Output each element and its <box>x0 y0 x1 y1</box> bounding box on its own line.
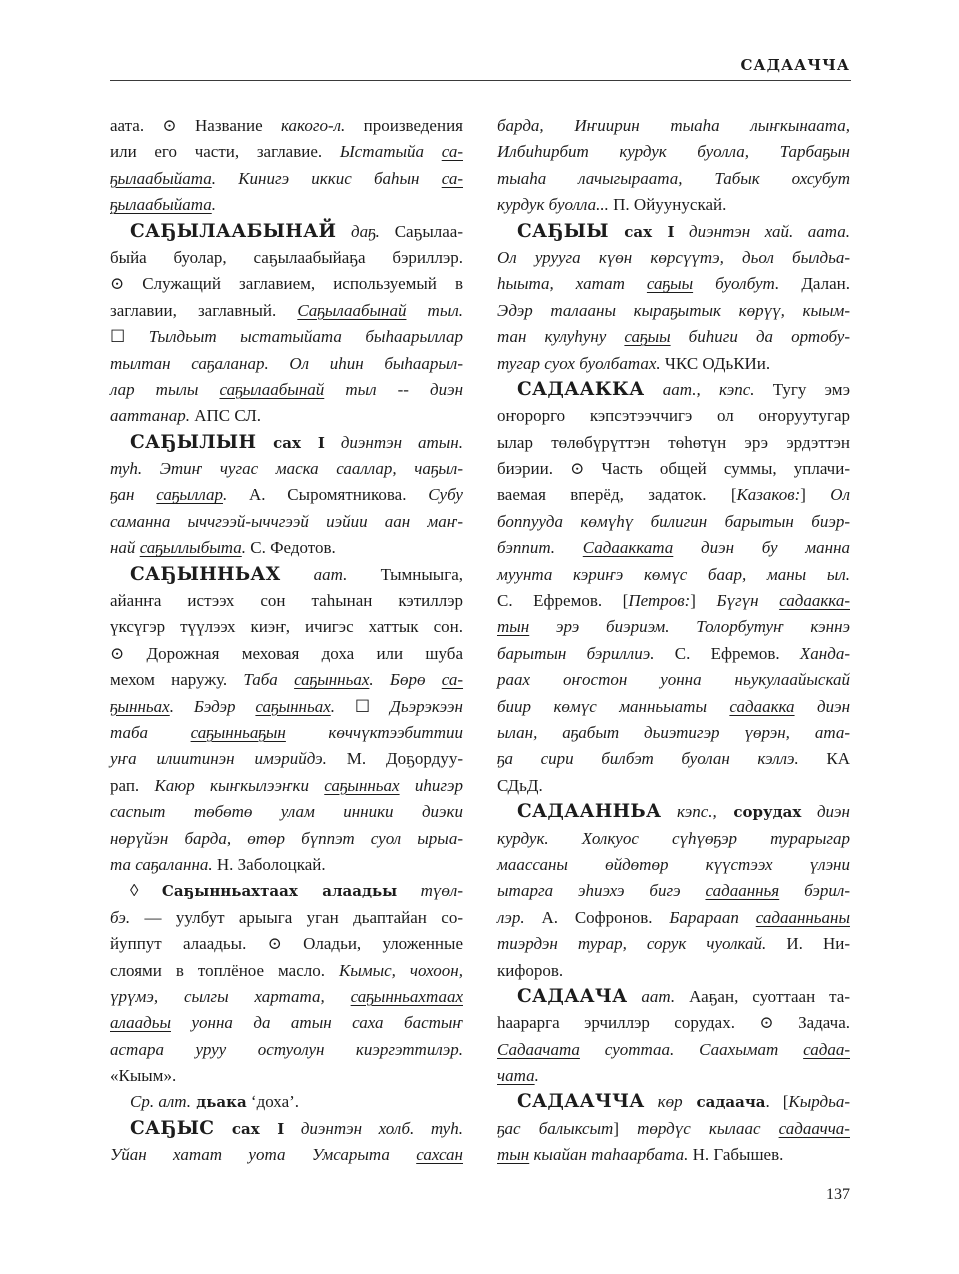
text-run: . <box>211 195 216 215</box>
text-line <box>110 852 463 878</box>
text-run: . <box>330 696 335 716</box>
text-run: — уулбут арыыга уган дьаптайан со- <box>130 907 463 927</box>
text-run: бэ. <box>110 907 131 927</box>
text-run: тын <box>497 617 530 637</box>
text-run: ☐ <box>110 327 149 347</box>
text-line <box>110 958 463 984</box>
text-run: Садаакката <box>582 538 674 558</box>
text-run: оҥорорго кэпсэтээччигэ ол оҥоруутугар <box>497 406 850 426</box>
text-run: уҥа илиитинэн имэрийдэ. <box>110 749 327 769</box>
text-line <box>497 826 850 852</box>
text-run: СДьД. <box>497 775 543 795</box>
text-run: саҕыы <box>624 327 671 347</box>
text-run: садаанньаны <box>755 907 850 927</box>
text-line <box>497 403 850 429</box>
text-run: сах I <box>214 1119 285 1138</box>
text-line <box>110 1142 463 1168</box>
text-run: иһигэр <box>399 775 464 795</box>
text-run: диэн <box>794 696 850 716</box>
text-run: Саҕылаабынай <box>297 300 407 320</box>
text-run: саҕыллыбыта <box>139 538 242 558</box>
text-run: П. Ойуунускай. <box>608 195 727 215</box>
text-run: Дьэрэкээн <box>390 696 463 716</box>
headword: САҔЫС <box>130 1117 215 1139</box>
text-run: заглавии, заглавный. <box>110 300 298 320</box>
text-run: саҕыы <box>646 274 694 294</box>
text-run: произведения <box>345 116 463 135</box>
text-run: какого-л. <box>280 116 346 135</box>
text-line <box>497 245 850 271</box>
text-run: Субу <box>428 485 463 505</box>
text-run: чата <box>497 1066 535 1086</box>
text-run: Ол урууга күөн көрсүүтэ, дьол былдьа- <box>497 247 850 267</box>
text-line <box>110 905 463 931</box>
text-line <box>110 139 463 165</box>
text-line <box>110 403 463 429</box>
text-run: аат., кэпс. <box>644 379 755 399</box>
text-run: Н. Габышев. <box>688 1145 784 1165</box>
text-run: ] <box>800 485 831 505</box>
text-line <box>110 377 463 403</box>
text-line <box>110 430 463 456</box>
text-line <box>110 588 463 614</box>
text-line <box>110 113 463 139</box>
text-run: садаачча- <box>778 1118 850 1138</box>
text-line <box>110 245 463 271</box>
text-run: ҕа сири билбэт буолан кэллэ. <box>497 749 799 769</box>
text-run: Тылдьыт ыстатыйата быһаарыллар <box>148 327 463 347</box>
text-line <box>110 324 463 350</box>
text-run: тын <box>497 1145 530 1165</box>
text-line <box>497 746 850 772</box>
text-line <box>497 482 850 508</box>
text-line <box>497 641 850 667</box>
text-run: диэнтэн хай. аата. <box>674 221 850 241</box>
text-run: үксүгэр түүлээх киэҥ, ичигэс хаттык сон. <box>110 617 463 637</box>
text-line <box>497 958 850 984</box>
text-run: ытарга эһиэхэ бигэ <box>497 881 706 901</box>
text-line <box>497 852 850 878</box>
text-line <box>110 931 463 957</box>
text-run: Ол <box>830 485 850 505</box>
text-line <box>497 324 850 350</box>
text-line <box>497 562 850 588</box>
text-line <box>497 139 850 165</box>
text-run: лэр. <box>497 907 525 927</box>
text-run: төрдүс кылаас <box>637 1118 779 1138</box>
text-run: . [ <box>765 1092 789 1112</box>
text-line <box>110 1089 463 1115</box>
text-run: ЧКС ОДьКИи. <box>660 353 771 373</box>
text-run: Тымныыга, <box>347 564 463 584</box>
text-run: С. Ефремов. <box>654 643 800 663</box>
text-line <box>110 878 463 904</box>
text-run: таба <box>110 722 191 742</box>
text-run: диэнтэн холб. туһ. <box>284 1118 463 1138</box>
text-line <box>497 984 850 1010</box>
text-run: раах оҥостон уонна ньукулаайыскай <box>497 670 850 690</box>
text-line <box>110 1037 463 1063</box>
text-line <box>497 219 850 245</box>
text-run: лар тылы <box>110 379 220 399</box>
text-line <box>497 1010 850 1036</box>
text-line <box>497 1063 850 1089</box>
text-run: тылтан саҕаланар. Ол иһин быһаарыл- <box>110 353 463 373</box>
column-left <box>110 113 463 1169</box>
text-run: түөл- <box>397 881 464 901</box>
text-run: Н. Заболоцкай. <box>212 854 326 874</box>
text-run: саҕылаабынай <box>219 379 325 399</box>
text-run: биир көмүс манньыаты <box>497 696 730 716</box>
text-run: садаакка- <box>779 591 850 611</box>
text-run: ] <box>613 1118 638 1138</box>
text-line <box>110 192 463 218</box>
text-line <box>497 1116 850 1142</box>
text-run: Каюр кыҥкылээҥки <box>154 775 325 795</box>
text-run: Тугу эмэ <box>754 379 850 399</box>
text-run: бэрил- <box>779 881 850 901</box>
text-line <box>497 931 850 957</box>
text-line <box>497 113 850 139</box>
text-line <box>497 298 850 324</box>
headword: САҔЫЛААБЫНАЙ <box>130 220 337 242</box>
text-run: йуппут алаадьы. ⊙ Оладьи, уложенные <box>110 934 463 954</box>
text-run: быйа буолар, саҕылаабыйаҕа бэриллэр. <box>110 247 463 267</box>
text-run: ‘доха’. <box>246 1092 300 1112</box>
text-run: . <box>222 485 228 505</box>
text-run: астара уруу остуолун киэргэттилэр. <box>110 1039 463 1059</box>
text-run: суоттаа. Саахымат <box>579 1039 804 1059</box>
text-run: тыл -- диэн <box>324 379 463 399</box>
text-run: Барараап <box>669 907 756 927</box>
text-line <box>110 984 463 1010</box>
text-run: ⊙ Дорожная меховая доха или шуба <box>110 643 463 663</box>
text-run: АПС СЛ. <box>189 406 262 426</box>
headword: САҔЫЫ <box>517 220 609 242</box>
text-line <box>497 773 850 799</box>
text-run: Саҕынньахтаах алаадьы <box>161 882 398 901</box>
text-run: аат. <box>280 564 348 584</box>
text-run: Саҕылаа- <box>379 221 463 241</box>
text-run: А. Софронов. <box>524 907 670 927</box>
text-run: саҕыллар <box>156 485 223 505</box>
text-run: Кымыс, чохоон, <box>338 960 463 980</box>
headword: САҔЫННЬАХ <box>130 563 281 585</box>
text-run: ◊ <box>130 881 162 901</box>
text-run: айанҥа истээх сон таһынан кэтиллэр <box>110 591 463 611</box>
text-line <box>497 905 850 931</box>
text-run: кифоров. <box>497 960 564 980</box>
text-run: ылан, аҕабыт дьиэтигэр үөрэн, ата- <box>497 722 850 742</box>
text-run: С. Федотов. <box>246 538 336 558</box>
text-run: мехом наружу. <box>110 670 244 690</box>
text-run: Казаков: <box>736 485 801 505</box>
text-run: диэнтэн атын. <box>324 432 463 452</box>
text-run: ҕынньах <box>110 696 170 716</box>
text-run: аат. <box>627 986 676 1006</box>
text-run: или его части, заглавие. <box>110 142 340 162</box>
text-run: са- <box>441 168 463 188</box>
text-line <box>110 298 463 324</box>
text-run: сорудах <box>716 803 802 822</box>
text-run: сах I <box>608 222 675 241</box>
text-run: Бүгүн <box>716 591 780 611</box>
text-run: слоями в топлёное масло. <box>110 960 339 980</box>
text-line <box>110 826 463 852</box>
text-line <box>110 799 463 825</box>
text-run: саҕынньах <box>324 775 400 795</box>
text-run: . <box>534 1066 539 1086</box>
text-run: биһиги да ортобу- <box>670 327 850 347</box>
text-run: Ханда- <box>799 643 850 663</box>
text-run: най <box>110 538 140 558</box>
text-line <box>497 1142 850 1168</box>
text-run: аата. ⊙ Название <box>110 116 281 135</box>
text-run: эрэ биэриэм. Толорбутуҥ кэннэ <box>529 617 850 637</box>
text-run: тыл. <box>406 300 463 320</box>
headword: САДААННЬА <box>517 801 662 823</box>
text-run: А. Сыромятникова. <box>227 485 429 505</box>
text-run: сахсан <box>416 1145 463 1165</box>
text-line <box>110 562 463 588</box>
text-run: . <box>241 538 246 558</box>
text-run: кэпс., <box>661 802 717 822</box>
text-run: нөрүйэн барда, өтөр бүппэт суол ырыа- <box>110 828 463 848</box>
text-run: курдук. Холкуос сүһүөҕэр турарыгар <box>497 828 850 848</box>
text-run: саҕынньаҕын <box>190 722 286 742</box>
text-run: сах I <box>256 433 325 452</box>
text-line <box>497 377 850 403</box>
text-run: ҕан <box>110 485 157 505</box>
text-run: саҕынньах <box>255 696 331 716</box>
text-line <box>497 351 850 377</box>
text-run: Кырдьа- <box>788 1092 850 1112</box>
text-run: та саҕаланна. <box>110 854 213 874</box>
text-line <box>110 1116 463 1142</box>
text-run: Петров: <box>628 591 691 611</box>
text-line <box>110 351 463 377</box>
text-run: ылар төлөбүрүттэн төһөтүн эрэ эрдэттэн <box>497 432 850 452</box>
text-run: буолбут. <box>693 274 780 294</box>
text-run: Илбиһирбит курдук буолла, Тарбаҕын <box>497 142 850 162</box>
text-line <box>110 773 463 799</box>
text-line <box>110 535 463 561</box>
text-run: садаа- <box>803 1039 850 1059</box>
headword: САДААЧА <box>517 985 628 1007</box>
text-line <box>110 166 463 192</box>
text-run: бэппит. <box>497 538 583 558</box>
page-number: 137 <box>826 1186 850 1203</box>
text-line <box>497 614 850 640</box>
text-line <box>110 509 463 535</box>
text-line <box>110 1010 463 1036</box>
text-line <box>497 535 850 561</box>
text-run: дьака <box>191 1093 247 1112</box>
text-run: диэн <box>801 802 850 822</box>
text-run: көр <box>644 1092 683 1112</box>
text-line <box>497 192 850 218</box>
text-run: маассаны өйдөтөр күүстээх үлэни <box>497 854 850 874</box>
text-line <box>110 746 463 772</box>
text-run: уонна да атын саха бастыҥ <box>170 1013 463 1033</box>
text-run: һыыта, хатат <box>497 274 647 294</box>
running-head: САДААЧЧА <box>740 56 850 74</box>
text-line <box>497 667 850 693</box>
column-right <box>497 113 850 1169</box>
text-line <box>497 430 850 456</box>
text-run: Ыстатыйа <box>339 142 442 162</box>
text-line <box>497 1089 850 1115</box>
text-run: са- <box>441 142 463 162</box>
text-run: рап. <box>110 775 155 795</box>
text-run: садаакка <box>729 696 795 716</box>
text-line <box>497 720 850 746</box>
text-run: ваемая вперёд, задаток. [ <box>497 485 737 505</box>
text-run: ааттанар. <box>110 406 190 426</box>
text-run: «Кыым». <box>110 1066 177 1086</box>
text-line <box>110 614 463 640</box>
text-line <box>110 219 463 245</box>
text-run: биэрии. ⊙ Часть общей суммы, уплачи- <box>497 459 850 479</box>
text-run: алаадьы <box>110 1013 171 1033</box>
text-line <box>110 694 463 720</box>
text-run: тан кулуһуну <box>497 327 625 347</box>
text-line <box>497 878 850 904</box>
text-run: ⊙ Служащий заглавием, используемый в <box>110 274 463 294</box>
text-run: курдук буолла... <box>497 195 609 215</box>
text-run: үрүмэ, сылгы хартата, <box>110 986 351 1006</box>
text-run: саҕынньах <box>294 670 370 690</box>
text-run: саспыт төбөтө улам инники диэки <box>110 802 463 822</box>
text-line <box>497 166 850 192</box>
text-line <box>110 641 463 667</box>
text-line <box>497 1037 850 1063</box>
text-run: садааннья <box>705 881 780 901</box>
text-run: Ср. алт. <box>130 1092 191 1112</box>
text-run: садаача <box>682 1093 766 1112</box>
text-run: Садаачата <box>497 1039 580 1059</box>
text-line <box>497 588 850 614</box>
text-run: . Бэдэр <box>169 696 256 716</box>
text-run: муунта кэриҥэ көмүс баар, маны ыл. <box>497 564 850 584</box>
headword: САҔЫЛЫН <box>130 431 257 453</box>
text-run: тиэрдэн турар, сорук чуолкай. <box>497 934 767 954</box>
text-run: диэн бу манна <box>673 538 850 558</box>
text-run: һаарарга эрчиллэр сорудах. ⊙ Задача. <box>497 1013 850 1033</box>
text-run: саманна ыччгээй-ыччгээй иэйии аан маҥ- <box>110 511 463 531</box>
text-run: са- <box>441 670 464 690</box>
text-run: КА <box>798 749 851 769</box>
text-run: туһ. Этиҥ чугас маска сааллар, чаҕыл- <box>110 459 463 479</box>
text-line <box>497 271 850 297</box>
text-line <box>497 694 850 720</box>
text-run: көччүктээбиттии <box>285 722 463 742</box>
text-run: ☐ <box>335 696 391 716</box>
headword: САДААЧЧА <box>517 1091 645 1113</box>
text-line <box>110 1063 463 1089</box>
text-run: саҕынньахтаах <box>350 986 463 1006</box>
text-run: . Бөрө <box>369 670 442 690</box>
text-line <box>110 667 463 693</box>
text-run: И. Ни- <box>766 934 850 954</box>
text-run: ҕас балыксыт <box>497 1118 614 1138</box>
header-rule <box>110 80 851 81</box>
text-run: М. Доҕордуу- <box>326 749 464 769</box>
text-run: тыаһа лачыгыраата, Табык охсубут <box>497 168 850 188</box>
text-line <box>497 799 850 825</box>
text-run: С. Ефремов. [ <box>497 591 629 611</box>
text-run: Таба <box>243 670 295 690</box>
text-run: Ааҕан, суоттаан та- <box>675 986 850 1006</box>
text-run: барда, Иҥиирин тыаһа лыҥкынаата, <box>497 116 850 135</box>
text-line <box>110 720 463 746</box>
text-line <box>497 509 850 535</box>
text-line <box>110 456 463 482</box>
text-run: барытын бэриллиэ. <box>497 643 655 663</box>
text-line <box>497 456 850 482</box>
text-line <box>110 271 463 297</box>
text-run: Уйан хатат уота Умсарыта <box>110 1145 417 1165</box>
text-run: тугар суох буолбатах. <box>497 353 661 373</box>
text-run: Эдэр талааны кыраҕытык көрүү, кыым- <box>497 300 850 320</box>
text-run: кыайан таһаарбата. <box>529 1145 689 1165</box>
text-run: ҕылаабыйата <box>110 195 212 215</box>
text-run: даҕ. <box>336 221 380 241</box>
text-run: . Кинигэ иккис баһын <box>211 168 442 188</box>
text-run: боппууда көмүһү билигин барытын биэр- <box>497 511 850 531</box>
text-line <box>110 482 463 508</box>
text-run: Далан. <box>779 274 850 294</box>
text-run: ] <box>690 591 717 611</box>
headword: САДААККА <box>517 378 645 400</box>
text-run: ҕылаабыйата <box>110 168 212 188</box>
